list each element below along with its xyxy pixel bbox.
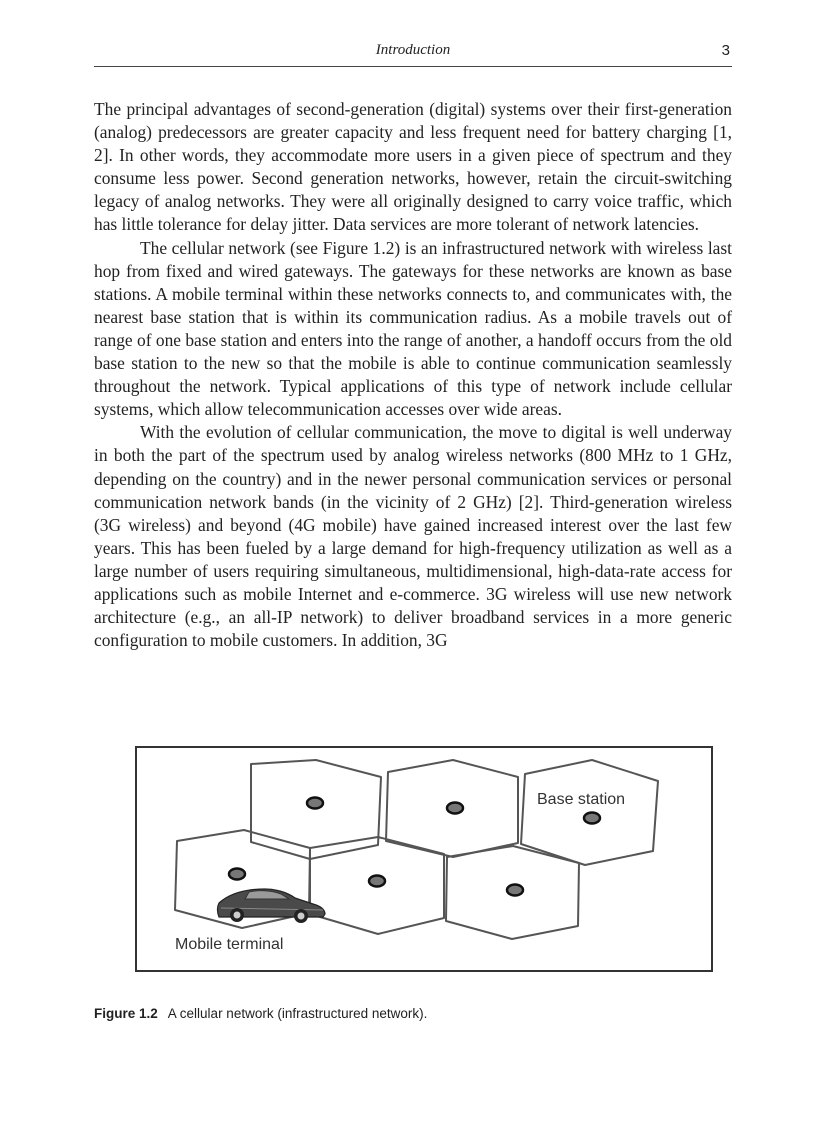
base-station-dot [584, 813, 600, 824]
base-station-label: Base station [537, 791, 626, 808]
cellular-network-figure [135, 746, 713, 972]
figure-caption [94, 1006, 732, 1021]
paragraph-1: The principal advantages of second-generation (digital) systems over their first-generation (analog) predecessors are greater capacity and less frequent need for battery charging [1, 2]. In other words, they accommodate more users in a given piece of spectrum and they consume less power. Second generation networks, however, retain the circuit-switching legacy of analog networks. They were all originally designed to carry voice traffic, which has little tolerance for delay jitter. Data services are more tolerant of network latencies. [94, 99, 732, 235]
page-number: 3 [721, 42, 730, 59]
body-text [94, 98, 732, 652]
caption-text: A cellular network (infrastructured network). [167, 1006, 428, 1021]
base-station-dot [307, 798, 323, 809]
running-header [94, 40, 732, 67]
caption-number: Figure 1.2 [94, 1006, 158, 1021]
base-station-dot [229, 869, 245, 880]
base-station-dot [369, 876, 385, 887]
cellular-network-diagram [137, 748, 711, 970]
mobile-terminal-label: Mobile terminal [175, 936, 284, 953]
paragraph-2: The cellular network (see Figure 1.2) is an infrastructured network with wireless last hop from fixed and wired gateways. The gateways for these networks are known as base stations. A mobile terminal within these networks connects to, and communicates with, the nearest base station that is within its communication radius. As a mobile travels out of range of one base station and enters into the range of another, a handoff occurs from the old base station to the new so that the mobile is able to continue communication seamlessly throughout the network. Typical applications of this type of network include cellular systems, which allow telecommunication accesses over wide areas. [94, 237, 732, 420]
paragraph-3: With the evolution of cellular communication, the move to digital is well underway in both the part of the spectrum used by analog wireless networks (800 MHz to 1 GHz, depending on the country) and in the newer personal communication services or personal communication network bands (in the vicinity of 2 GHz) [2]. Third-generation wireless (3G wireless) and beyond (4G mobile) have gained increased interest over the last few years. This has been fueled by a large demand for high-frequency utilization as well as a large number of users requiring simultaneous, multidimensional, high-data-rate access for applications such as mobile Internet and e-commerce. 3G wireless will use new network architecture (e.g., an all-IP network) to deliver broadband services in a more generic configuration to mobile customers. In addition, 3G [94, 422, 732, 651]
base-station-dot [507, 885, 523, 896]
running-title: Introduction [375, 42, 451, 58]
base-station-dot [447, 803, 463, 814]
